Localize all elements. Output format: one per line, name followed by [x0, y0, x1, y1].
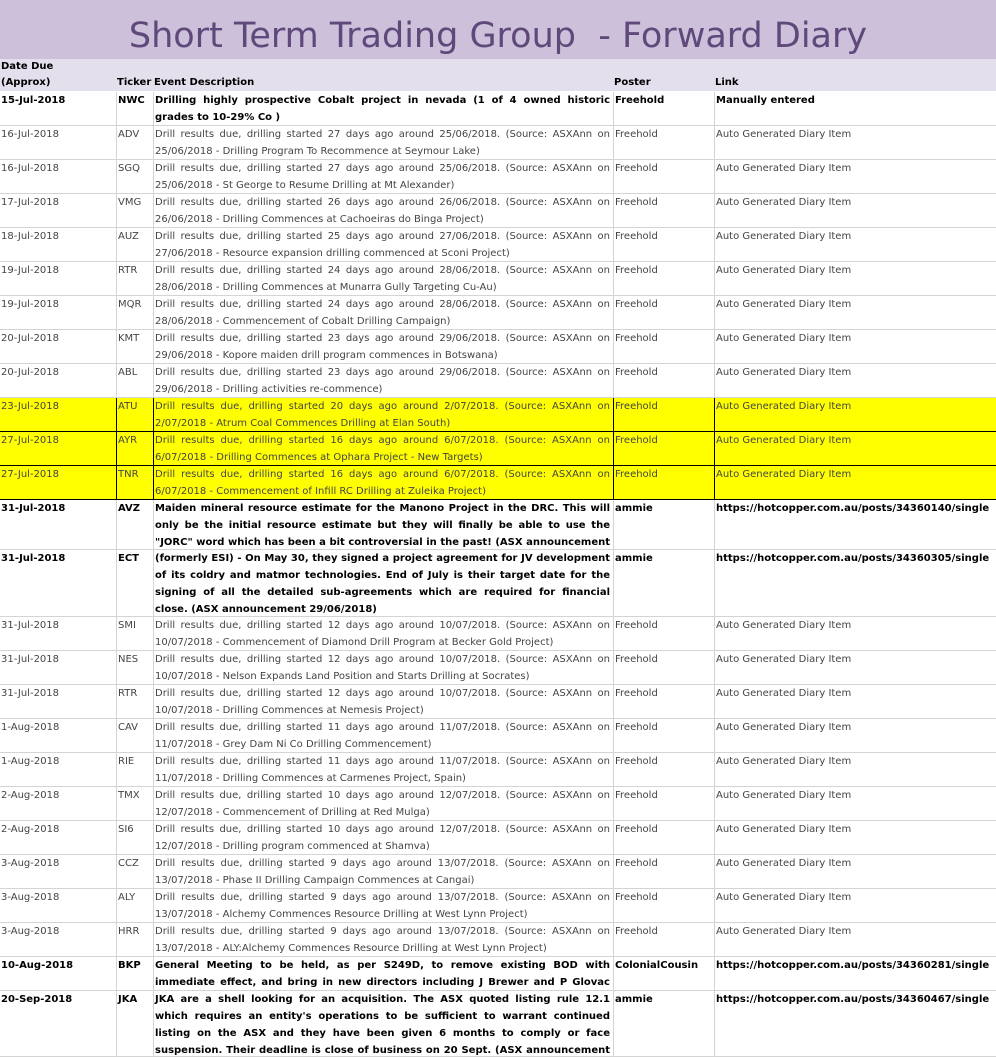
date-cell: 3-Aug-2018: [1, 858, 60, 869]
table-row: [0, 398, 996, 432]
table-row: [0, 685, 996, 719]
ticker-cell: ECT: [116, 550, 153, 616]
event-cell: Drill results due, drilling started 20 days ago around 2/07/2018. (Source: ASXAnn on 2/07/2018 - Atrum Coal Commences Drilling at Elan South): [153, 398, 613, 431]
link-cell: Auto Generated Diary Item: [714, 753, 996, 786]
header-event-description[interactable]: Event Description: [154, 77, 255, 88]
ticker-cell: JKA: [116, 991, 153, 1056]
poster-cell: Freehold: [613, 719, 714, 752]
table-row: [0, 651, 996, 685]
link-cell: Auto Generated Diary Item: [714, 685, 996, 718]
link-cell: Auto Generated Diary Item: [714, 194, 996, 227]
ticker-cell: ADV: [116, 126, 153, 159]
event-cell: Drill results due, drilling started 9 days ago around 13/07/2018. (Source: ASXAnn on 13/07/2018 - Alchemy Commences Resource Drilling at West Lynn Project): [153, 889, 613, 922]
poster-cell: ammie: [613, 991, 714, 1056]
date-cell: 31-Jul-2018: [1, 553, 66, 564]
link-cell: Manually entered: [714, 92, 996, 125]
event-cell: Drill results due, drilling started 12 days ago around 10/07/2018. (Source: ASXAnn on 10/07/2018 - Drilling Commences at Nemesis Project): [153, 685, 613, 718]
link-cell: Auto Generated Diary Item: [714, 889, 996, 922]
ticker-cell: NWC: [116, 92, 153, 125]
event-cell: Drill results due, drilling started 27 days ago around 25/06/2018. (Source: ASXAnn on 25/06/2018 - Drilling Program To Recommence at Seymour Lake): [153, 126, 613, 159]
poster-cell: ColonialCousin: [613, 957, 714, 990]
event-cell: Drill results due, drilling started 9 days ago around 13/07/2018. (Source: ASXAnn on 13/07/2018 - ALY:Alchemy Commences Resource Drilling at West Lynn Project): [153, 923, 613, 956]
table-row: [0, 550, 996, 617]
link-cell: Auto Generated Diary Item: [714, 787, 996, 820]
event-cell: Drill results due, drilling started 24 days ago around 28/06/2018. (Source: ASXAnn on 28/06/2018 - Drilling Commences at Munarra Gully Targeting Cu-Au): [153, 262, 613, 295]
link-cell: Auto Generated Diary Item: [714, 432, 996, 465]
poster-cell: Freehold: [613, 92, 714, 125]
event-cell: Drill results due, drilling started 24 days ago around 28/06/2018. (Source: ASXAnn on 28/06/2018 - Commencement of Cobalt Drilling Campaign): [153, 296, 613, 329]
link-cell[interactable]: https://hotcopper.com.au/posts/34360281/single: [714, 957, 996, 990]
event-cell: Drill results due, drilling started 11 days ago around 11/07/2018. (Source: ASXAnn on 11/07/2018 - Grey Dam Ni Co Drilling Commencement): [153, 719, 613, 752]
poster-cell: Freehold: [613, 753, 714, 786]
table-row: [0, 991, 996, 1057]
header-date-line2: (Approx): [1, 77, 51, 88]
poster-cell: ammie: [613, 500, 714, 549]
event-cell: Drill results due, drilling started 9 days ago around 13/07/2018. (Source: ASXAnn on 13/07/2018 - Phase II Drilling Campaign Commences at Cangai): [153, 855, 613, 888]
event-cell: Drill results due, drilling started 16 days ago around 6/07/2018. (Source: ASXAnn on 6/07/2018 - Commencement of Infill RC Drilling at Zuleika Project): [153, 466, 613, 499]
ticker-cell: CCZ: [116, 855, 153, 888]
date-cell: 10-Aug-2018: [1, 960, 74, 971]
header-date-due[interactable]: [1, 59, 115, 91]
event-cell: Maiden mineral resource estimate for the Manono Project in the DRC. This will only be the initial resource estimate but they will finally be able to use the "JORC" word which has been a bit controversial in the past! (ASX announcement: [153, 500, 613, 549]
link-cell: Auto Generated Diary Item: [714, 821, 996, 854]
table-row: [0, 296, 996, 330]
table-row: [0, 617, 996, 651]
link-cell: Auto Generated Diary Item: [714, 160, 996, 193]
event-cell: Drill results due, drilling started 23 days ago around 29/06/2018. (Source: ASXAnn on 29/06/2018 - Drilling activities re-commence): [153, 364, 613, 397]
link-cell: Auto Generated Diary Item: [714, 126, 996, 159]
header-date-line1: Date Due: [1, 61, 54, 72]
date-cell: 31-Jul-2018: [1, 654, 60, 665]
table-row: [0, 432, 996, 466]
date-cell: 3-Aug-2018: [1, 926, 60, 937]
poster-cell: Freehold: [613, 855, 714, 888]
link-cell: Auto Generated Diary Item: [714, 330, 996, 363]
event-cell: General Meeting to be held, as per S249D, to remove existing BOD with immediate effect, and bring in new directors including J Brewer and P Glovac: [153, 957, 613, 990]
table-row: [0, 262, 996, 296]
date-cell: 18-Jul-2018: [1, 231, 60, 242]
date-cell: 19-Jul-2018: [1, 265, 60, 276]
link-cell: Auto Generated Diary Item: [714, 398, 996, 431]
poster-cell: Freehold: [613, 228, 714, 261]
table-row: [0, 466, 996, 500]
table-row: [0, 957, 996, 991]
date-cell: 17-Jul-2018: [1, 197, 60, 208]
link-cell: Auto Generated Diary Item: [714, 466, 996, 499]
event-cell: Drilling highly prospective Cobalt project in nevada (1 of 4 owned historic grades to 10-29% Co ): [153, 92, 613, 125]
ticker-cell: ATU: [116, 398, 153, 431]
date-cell: 1-Aug-2018: [1, 722, 60, 733]
header-poster[interactable]: Poster: [614, 77, 651, 88]
link-cell: Auto Generated Diary Item: [714, 364, 996, 397]
poster-cell: Freehold: [613, 651, 714, 684]
poster-cell: Freehold: [613, 330, 714, 363]
event-cell: Drill results due, drilling started 23 days ago around 29/06/2018. (Source: ASXAnn on 29/06/2018 - Kopore maiden drill program commences in Botswana): [153, 330, 613, 363]
link-cell: Auto Generated Diary Item: [714, 228, 996, 261]
ticker-cell: ABL: [116, 364, 153, 397]
poster-cell: Freehold: [613, 821, 714, 854]
ticker-cell: AVZ: [116, 500, 153, 549]
table-row: [0, 923, 996, 957]
link-cell: Auto Generated Diary Item: [714, 651, 996, 684]
table-row: [0, 92, 996, 126]
poster-cell: Freehold: [613, 194, 714, 227]
poster-cell: Freehold: [613, 466, 714, 499]
event-cell: Drill results due, drilling started 27 days ago around 25/06/2018. (Source: ASXAnn on 25/06/2018 - St George to Resume Drilling at Mt Alexander): [153, 160, 613, 193]
ticker-cell: RTR: [116, 262, 153, 295]
date-cell: 20-Jul-2018: [1, 333, 60, 344]
date-cell: 27-Jul-2018: [1, 469, 60, 480]
table-row: [0, 330, 996, 364]
ticker-cell: MQR: [116, 296, 153, 329]
event-cell: Drill results due, drilling started 26 days ago around 26/06/2018. (Source: ASXAnn on 26/06/2018 - Drilling Commences at Cachoeiras do Binga Project): [153, 194, 613, 227]
header-link[interactable]: Link: [715, 77, 739, 88]
poster-cell: Freehold: [613, 398, 714, 431]
ticker-cell: SGQ: [116, 160, 153, 193]
table-row: [0, 228, 996, 262]
ticker-cell: RIE: [116, 753, 153, 786]
link-cell[interactable]: https://hotcopper.com.au/posts/34360305/single: [714, 550, 996, 616]
date-cell: 2-Aug-2018: [1, 824, 60, 835]
page-title: Short Term Trading Group - Forward Diary: [0, 0, 996, 59]
date-cell: 20-Jul-2018: [1, 367, 60, 378]
ticker-cell: BKP: [116, 957, 153, 990]
poster-cell: Freehold: [613, 617, 714, 650]
ticker-cell: SI6: [116, 821, 153, 854]
ticker-cell: AUZ: [116, 228, 153, 261]
event-cell: JKA are a shell looking for an acquisition. The ASX quoted listing rule 12.1 which requires an entity's operations to be sufficient to warrant continued listing on the ASX and they have been given 6 months to comply or face suspension. Their deadline is close of business on 20 Sept. (ASX announcement: [153, 991, 613, 1056]
date-cell: 20-Sep-2018: [1, 994, 73, 1005]
poster-cell: ammie: [613, 550, 714, 616]
date-cell: 16-Jul-2018: [1, 163, 60, 174]
table-row: [0, 889, 996, 923]
poster-cell: Freehold: [613, 364, 714, 397]
event-cell: Drill results due, drilling started 12 days ago around 10/07/2018. (Source: ASXAnn on 10/07/2018 - Commencement of Diamond Drill Program at Becker Gold Project): [153, 617, 613, 650]
date-cell: 1-Aug-2018: [1, 756, 60, 767]
ticker-cell: ALY: [116, 889, 153, 922]
link-cell: Auto Generated Diary Item: [714, 296, 996, 329]
ticker-cell: VMG: [116, 194, 153, 227]
ticker-cell: AYR: [116, 432, 153, 465]
table-row: [0, 194, 996, 228]
table-row: [0, 719, 996, 753]
poster-cell: Freehold: [613, 160, 714, 193]
link-cell: Auto Generated Diary Item: [714, 617, 996, 650]
poster-cell: Freehold: [613, 296, 714, 329]
ticker-cell: TNR: [116, 466, 153, 499]
link-cell: Auto Generated Diary Item: [714, 855, 996, 888]
event-cell: Drill results due, drilling started 10 days ago around 12/07/2018. (Source: ASXAnn on 12/07/2018 - Commencement of Drilling at Red Mulga): [153, 787, 613, 820]
date-cell: 3-Aug-2018: [1, 892, 60, 903]
table-row: [0, 160, 996, 194]
event-cell: Drill results due, drilling started 16 days ago around 6/07/2018. (Source: ASXAnn on 6/07/2018 - Drilling Commences at Ophara Project - New Targets): [153, 432, 613, 465]
date-cell: 15-Jul-2018: [1, 95, 66, 106]
link-cell[interactable]: https://hotcopper.com.au/posts/34360467/single: [714, 991, 996, 1056]
poster-cell: Freehold: [613, 685, 714, 718]
date-cell: 31-Jul-2018: [1, 620, 60, 631]
date-cell: 31-Jul-2018: [1, 503, 66, 514]
poster-cell: Freehold: [613, 787, 714, 820]
poster-cell: Freehold: [613, 126, 714, 159]
ticker-cell: RTR: [116, 685, 153, 718]
poster-cell: Freehold: [613, 432, 714, 465]
poster-cell: Freehold: [613, 889, 714, 922]
poster-cell: Freehold: [613, 923, 714, 956]
ticker-cell: CAV: [116, 719, 153, 752]
ticker-cell: SMI: [116, 617, 153, 650]
table-row: [0, 855, 996, 889]
table-row: [0, 821, 996, 855]
link-cell: Auto Generated Diary Item: [714, 923, 996, 956]
table-row: [0, 500, 996, 550]
event-cell: Drill results due, drilling started 12 days ago around 10/07/2018. (Source: ASXAnn on 10/07/2018 - Nelson Expands Land Position and Starts Drilling at Socrates): [153, 651, 613, 684]
link-cell[interactable]: https://hotcopper.com.au/posts/34360140/single: [714, 500, 996, 549]
header-ticker[interactable]: Ticker: [117, 77, 152, 88]
table-header: [0, 59, 996, 91]
date-cell: 19-Jul-2018: [1, 299, 60, 310]
date-cell: 31-Jul-2018: [1, 688, 60, 699]
ticker-cell: KMT: [116, 330, 153, 363]
event-cell: (formerly ESI) - On May 30, they signed a project agreement for JV development of its coldry and matmor technologies. End of July is their target date for the signing of all the detailed sub-agreements which are required for financial close. (ASX announcement 29/06/2018): [153, 550, 613, 616]
link-cell: Auto Generated Diary Item: [714, 262, 996, 295]
date-cell: 23-Jul-2018: [1, 401, 60, 412]
table-row: [0, 787, 996, 821]
table-row: [0, 364, 996, 398]
date-cell: 16-Jul-2018: [1, 129, 60, 140]
ticker-cell: TMX: [116, 787, 153, 820]
poster-cell: Freehold: [613, 262, 714, 295]
link-cell: Auto Generated Diary Item: [714, 719, 996, 752]
table-row: [0, 753, 996, 787]
event-cell: Drill results due, drilling started 11 days ago around 11/07/2018. (Source: ASXAnn on 11/07/2018 - Drilling Commences at Carmenes Project, Spain): [153, 753, 613, 786]
ticker-cell: NES: [116, 651, 153, 684]
table-row: [0, 126, 996, 160]
date-cell: 27-Jul-2018: [1, 435, 60, 446]
ticker-cell: HRR: [116, 923, 153, 956]
event-cell: Drill results due, drilling started 10 days ago around 12/07/2018. (Source: ASXAnn on 12/07/2018 - Drilling program commenced at Shamva): [153, 821, 613, 854]
event-cell: Drill results due, drilling started 25 days ago around 27/06/2018. (Source: ASXAnn on 27/06/2018 - Resource expansion drilling commenced at Sconi Project): [153, 228, 613, 261]
date-cell: 2-Aug-2018: [1, 790, 60, 801]
